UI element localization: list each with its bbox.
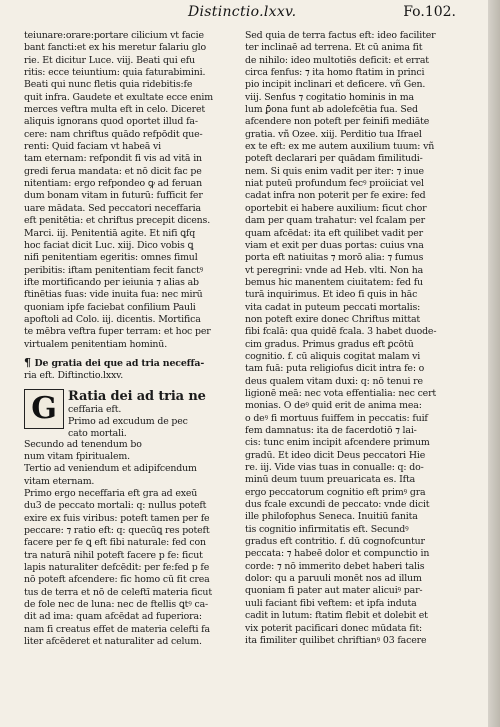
initial-text <box>68 389 228 441</box>
text-line: cim gradus. Primus gradus eft ꝑcōtū <box>245 338 414 350</box>
text-line: ifte mortificando per ieiunia ⁊ alias ab <box>24 276 199 288</box>
text-line: de fole nec de luna: nec de ftellis ꝗtꝰ ca- <box>24 599 209 611</box>
text-line: facere per fe ꝗ eft fibi naturale: fed con <box>24 537 206 549</box>
text-line: vix poterit pacificari donec mūdata fit: <box>245 622 423 634</box>
text-line: quit infra. Gaudete et exultate ecce enim <box>24 91 214 103</box>
text-line: tam fuā: puta religiofus dicit intra fe: o <box>245 363 425 375</box>
text-line: rie. Et dicitur Luce. viij. Beati qui efu <box>24 54 195 66</box>
text-line: o deꝰ fi mortuus fuiffem in peccatis: fuif <box>245 412 428 424</box>
section-heading <box>24 357 229 370</box>
text-line: apoftoli ad Colo. iij. dicentis. Mortifica <box>24 313 201 325</box>
text-line: cato mortali. <box>68 428 127 440</box>
text-line: tam eternam: refpondit fi vis ad vitā in <box>24 153 202 165</box>
right-column <box>245 30 450 710</box>
text-line: viam et exit per duas portas: cuius vna <box>245 239 424 251</box>
running-title: Distinctio.lxxv. <box>188 4 297 20</box>
text-line: nifi penitentiam egeritis: omnes fimul <box>24 252 198 264</box>
text-line: uare mādata. Sed peccatori neceffaria <box>24 202 201 214</box>
text-line: peribitis: iftam penitentiam fecit fanctꝰ <box>24 264 204 276</box>
text-line: gratia. vñ Ozee. xiij. Perditio tua Ifrael <box>245 128 422 140</box>
text-line: porta eft natiuitas ⁊ morō alia: ⁊ fumus <box>245 252 424 264</box>
text-line: peccata: ⁊ habeē dolor et compunctio in <box>245 548 430 560</box>
text-line: quoniam ipfe faciebat confilium Pauli <box>24 301 196 313</box>
text-line: ceffaria eft. <box>68 403 122 415</box>
text-line: quoniam fi pater aut mater alicuiꝰ par- <box>245 585 423 597</box>
text-line: liter afcēderet et naturaliter ad celum. <box>24 636 202 648</box>
text-line: merces veftra multa eft in celo. Diceret <box>24 104 206 116</box>
text-line: circa fenfus: ⁊ ita homo ftatim in princi <box>245 67 425 79</box>
text-line: afcendere non poteft per feinifi mediāte <box>245 116 430 128</box>
text-line: teiunare:orare:portare cilicium vt facie <box>24 30 204 41</box>
text-line: re. iij. Vide vias tuas in conualle: q: do- <box>245 462 424 474</box>
text-line: cadit in lutum: ftatim flebit et dolebit et <box>245 610 428 622</box>
text-line: pio incipit inclinari et deficere. vñ Gen. <box>245 79 426 91</box>
text-line: tra naturā nihil poteft facere p fe: ficut <box>24 549 203 561</box>
text-line: ergo peccatorum cognitio eft primꝰ gra <box>245 486 426 498</box>
text-line: ex te eft: ex me autem auxilium tuum: vñ <box>245 141 435 153</box>
text-line: deus qualem vitam duxi: q: nō tenui re <box>245 375 423 387</box>
decorated-initial-icon <box>24 389 64 429</box>
text-line: cadat infra non poterit per fe exire: fed <box>245 190 426 202</box>
text-line: de nihilo: ideo multotiēs deficit: et errat <box>245 54 429 66</box>
text-line: ritis: ecce teiuntium: quia faturabimini. <box>24 67 206 79</box>
text-line: eft penitētia: et chriftus precepit dicens. <box>24 215 211 227</box>
text-line: ter inclinaē ad terrena. Et cū anima fit <box>245 42 423 54</box>
text-line: Tertio ad veniendum et adipifcendum <box>24 463 197 475</box>
text-line: virtualem penitentiam hominū. <box>24 338 168 350</box>
text-line: niat puteū profundum fecꝰ proiiciat vel <box>245 178 424 190</box>
left-column <box>24 30 229 710</box>
text-line: Beati qui nunc fletis quia ridebitis:fe <box>24 79 193 91</box>
text-line: peccare: ⁊ ratio eft: q: quecūꝗ res poteft <box>24 525 210 537</box>
text-line: exire ex fuis viribus: poteft tamen per fe <box>24 512 210 524</box>
text-line: cere: nam chriftus quādo refpōdit que- <box>24 128 203 140</box>
text-line: gradū. Et ideo dicit Deus peccatori Hie <box>245 449 426 461</box>
text-line: ita fimiliter quilibet chriftianꝰ 03 facere <box>245 634 427 646</box>
text-line: hoc faciat dicit Luc. xiij. Dico vobis ꝗ <box>24 239 194 251</box>
text-line: gredi ferua mandata: et nō dicit fac pe <box>24 165 202 177</box>
text-line: te mēbra veftra fuper terram: et hoc per <box>24 326 211 338</box>
text-line: nō poteft afcendere: fic homo cū fit crea <box>24 574 210 586</box>
text-line: ille philofophus Seneca. Inuitiū fanita <box>245 511 418 523</box>
initial-letter: G <box>31 390 57 426</box>
text-line: fibi fcalā: qua quidē fcala. 3 habet duode- <box>245 326 437 338</box>
text-line: non poteft exire donec Chriftus mittat <box>245 313 421 325</box>
text-line: fem damnatus: ita de facerdotiō ⁊ lai- <box>245 425 417 436</box>
text-line: turā inquirimus. Et ideo fi quis in hāc <box>245 289 418 301</box>
text-line: nem. Si quis enim vadit per iter: ⁊ inue <box>245 165 424 177</box>
text-line: ligionē meā: nec vota effentialia: nec cert <box>245 387 437 399</box>
text-line: lum ꝑ̄ona funt ab adolefcētia fua. Sed <box>245 104 418 116</box>
text-line: monias. O deꝰ quid erit de anima mea: <box>245 400 422 412</box>
text-line: dam per quam trahatur: vel fcalam per <box>245 215 425 227</box>
text-line: dum bonam vitam in futurū: fufficit fer <box>24 190 203 202</box>
text-line: dolor: qu a paruuli monēt nos ad illum <box>245 573 422 585</box>
decorated-initial-block <box>24 388 229 440</box>
text-line: bant fancti:et ex his meretur falariu glo <box>24 42 206 54</box>
text-line: num vitam fpiritualem. <box>24 450 130 462</box>
folio-number: Fo.102. <box>403 4 456 20</box>
text-line: minū deum tuum preuaricata es. Ifta <box>245 474 416 486</box>
text-line: bemus hic manentem ciuitatem: fed fu <box>245 276 423 288</box>
text-line: cis: tunc enim incipit afcendere primum <box>245 437 430 449</box>
text-line: viij. Senfus ⁊ cogitatio hominis in ma <box>245 91 414 103</box>
text-line: uuli faciant fibi veftem: et ipfa induta <box>245 597 417 609</box>
section-heading-continuation: ria eft. Diftinctio.lxxv. <box>24 370 124 382</box>
text-line: aliquis ignorans quod oportet illud fa- <box>24 116 198 128</box>
text-line: Ratia dei ad tria ne <box>68 388 206 404</box>
text-line: Primo ergo neceffaria eft gra ad exeū <box>24 488 198 499</box>
text-line: poteft declarari per quādam fimilitudi- <box>245 153 423 165</box>
text-line: nam fi creatus effet de materia celefti fa <box>24 623 210 635</box>
text-line: dit ad ima: quam afcēdat ad fuperiora: <box>24 611 202 623</box>
text-line: dus fcale excundi de peccato: vnde dicit <box>245 499 430 511</box>
text-line: vitam eternam. <box>24 475 95 487</box>
text-line: tis cognitio infirmitatis eft. Secundꝰ <box>245 523 409 535</box>
text-line: cognitio. f. cū aliquis cogitat malam vi <box>245 350 421 362</box>
text-line: vt peregrini: vnde ad Heb. vlti. Non ha <box>245 264 424 276</box>
text-line: quam afcēdat: ita eft quilibet vadit per <box>245 227 423 239</box>
text-line: Primo ad excudum de pec <box>68 415 188 427</box>
text-line: gradus eft contritio. f. dū cognofcuntur <box>245 536 425 548</box>
text-line: oportebit ei habere auxilium: ficut chor <box>245 202 427 214</box>
text-line: renti: Quid faciam vt habeā vi <box>24 141 162 153</box>
text-line: Secundo ad tenendum bo <box>24 438 142 450</box>
text-line: Marci. iij. Penitentiā agite. Et nifi ꝗfq <box>24 227 196 239</box>
text-line: vita cadat in puteum peccati mortalis: <box>245 301 421 313</box>
text-line: tus de terra et nō de celeftī materia ficut <box>24 586 212 598</box>
book-spine-edge <box>488 0 500 727</box>
text-line: corde: ⁊ nō immerito debet haberi talis <box>245 560 425 572</box>
text-line: Sed quia de terra factus eft: ideo faciliter <box>245 30 436 41</box>
text-line: du3 de peccato mortali: q: nullus poteft <box>24 500 207 512</box>
text-line: nitentiam: ergo refpondeo ꝙ ad feruan <box>24 178 202 190</box>
pilcrow-icon: ¶ <box>24 355 35 369</box>
text-line: ftinētias fuas: vide inuita fua: nec mirū <box>24 289 203 301</box>
page-header <box>0 4 488 26</box>
text-line: lapis naturaliter defcēdit: per fe:fed p fe <box>24 562 210 574</box>
section-heading-text: De gratia dei que ad tria neceffa- <box>34 357 205 369</box>
